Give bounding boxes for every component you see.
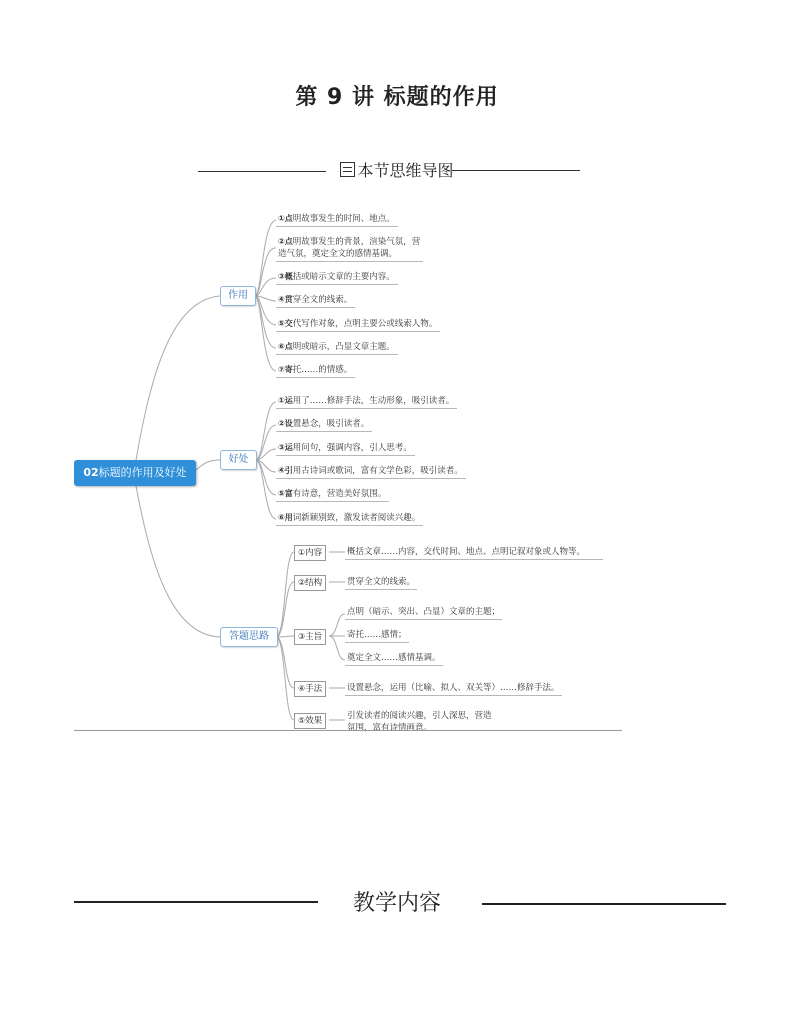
sub-desc: 寄托……感情；	[345, 629, 409, 643]
list-item: ③运用问句，强调内容，引人思考。	[276, 442, 415, 456]
sub-node-shoufa: ④手法	[294, 681, 326, 697]
list-item: ④贯穿全文的线索。	[276, 294, 355, 308]
sub-desc: 引发读者的阅读兴趣，引人深思，营造 氛围，富有诗情画意。	[347, 711, 492, 733]
sub-node-zhuzhi: ③主旨	[294, 629, 326, 645]
sub-desc: 概括文章……内容，交代时间、地点、点明记叙对象或人物等。	[345, 546, 603, 560]
footer-rule-left	[74, 901, 318, 903]
list-item: ②点明故事发生的背景，渲染气氛，营 造气氛，奠定全文的感情基调。	[276, 236, 423, 262]
list-item: ⑥点明或暗示，凸显文章主题。	[276, 341, 398, 355]
section-title-teaching-content: 教学内容	[352, 891, 441, 916]
page-title: 第 9 讲 标题的作用	[295, 85, 499, 110]
branch-dati-silu: 答题思路	[220, 627, 278, 647]
branch-haochu: 好处	[220, 450, 257, 470]
sub-node-neirong: ①内容	[294, 545, 326, 561]
footer-rule-right	[482, 903, 726, 905]
list-item: ⑥用词新颖别致，激发读者阅读兴趣。	[276, 512, 423, 526]
list-item: ④引用古诗词或歌词，富有文学色彩，吸引读者。	[276, 465, 466, 479]
sub-desc: 设置悬念，运用（比喻、拟人、双关等）……修辞手法。	[345, 682, 562, 696]
list-item: ⑤富有诗意，营造美好氛围。	[276, 488, 389, 502]
root-text: 标题的作用及好处	[98, 466, 187, 479]
mindmap-heading-text: 本节思维导图	[357, 161, 454, 180]
mindmap-bottom-rule	[74, 730, 622, 731]
list-item: ⑤交代写作对象，点明主要公或线索人物。	[276, 318, 440, 332]
sub-node-jiegou: ②结构	[294, 575, 326, 591]
root-num: 02	[83, 466, 99, 479]
list-item: ①点明故事发生的时间、地点。	[276, 213, 398, 227]
sub-desc: 奠定全文……感情基调。	[345, 652, 443, 666]
sub-desc: 贯穿全文的线索。	[345, 576, 417, 590]
mindmap-root	[74, 460, 196, 486]
sub-desc: 点明（暗示、突出、凸显）文章的主题；	[345, 606, 502, 620]
list-item: ⑦寄托……的情感。	[276, 364, 355, 378]
list-item: ①运用了……修辞手法，生动形象，吸引读者。	[276, 395, 457, 409]
list-item: ②设置悬念，吸引读者。	[276, 418, 372, 432]
sub-node-xiaoguo: ⑤效果	[294, 713, 326, 729]
branch-zuoyong: 作用	[220, 286, 256, 306]
list-item: ③概括或暗示文章的主要内容。	[276, 271, 398, 285]
